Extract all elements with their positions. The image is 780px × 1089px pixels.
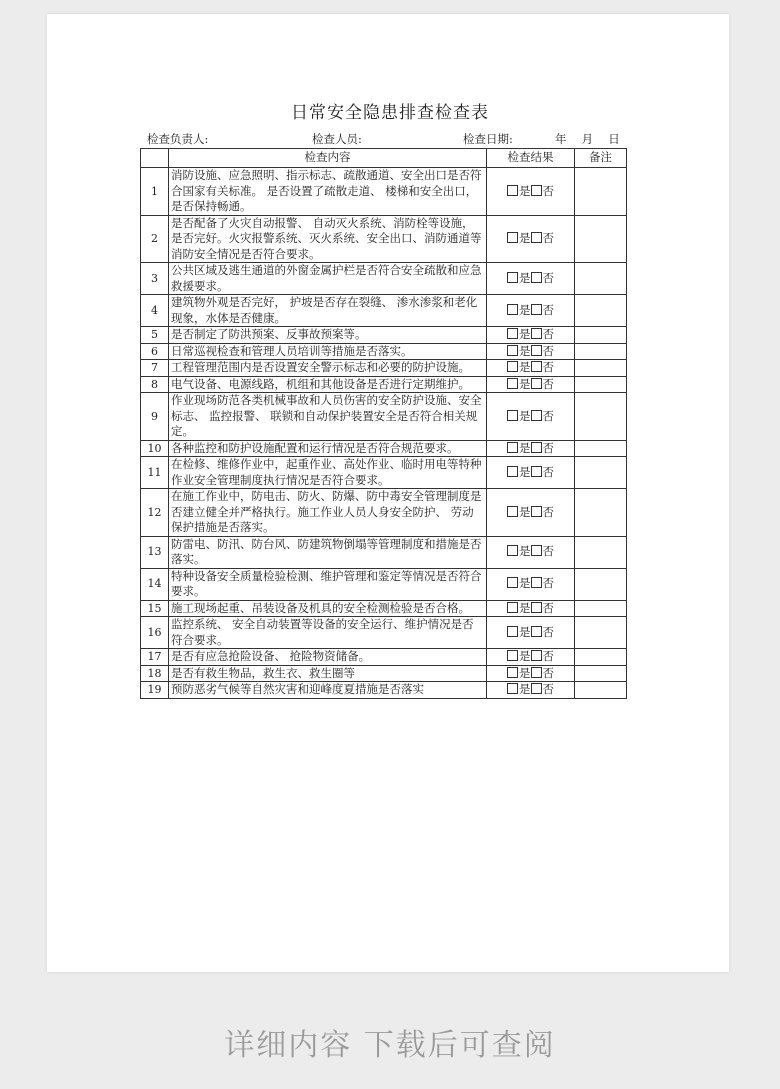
table-row [141, 489, 627, 537]
yes-label: 是 [519, 327, 531, 341]
download-hint: 详细内容 下载后可查阅 [224, 1028, 556, 1063]
yes-checkbox[interactable] [507, 272, 518, 283]
no-label: 否 [542, 343, 554, 358]
no-checkbox[interactable] [531, 683, 542, 694]
row-number: 2 [141, 215, 169, 263]
yes-label: 是 [519, 376, 531, 391]
table-row [141, 600, 627, 617]
row-result [487, 360, 575, 377]
meta-line [147, 131, 627, 147]
page-title: 日常安全隐患排查检查表 [291, 103, 489, 123]
row-number: 3 [141, 263, 169, 295]
no-label: 否 [542, 231, 554, 245]
row-result [487, 682, 575, 699]
row-result [487, 600, 575, 617]
row-content: 是否配备了火灾自动报警、 自动灭火系统、消防栓等设施，是否完好。火灾报警系统、灭火系统、安全出口、消防通道等消防安全情况是否符合要求。 [169, 215, 487, 263]
row-result [487, 168, 575, 216]
table-row [141, 536, 627, 568]
yes-checkbox[interactable] [507, 545, 518, 556]
row-note [575, 343, 627, 360]
no-checkbox[interactable] [531, 272, 542, 283]
no-checkbox[interactable] [531, 232, 542, 243]
no-label: 否 [542, 665, 554, 680]
no-label: 否 [542, 302, 554, 317]
yes-checkbox[interactable] [507, 345, 518, 356]
no-label: 否 [542, 600, 554, 615]
table-row [141, 457, 627, 489]
row-result [487, 263, 575, 295]
row-number: 17 [141, 649, 169, 666]
row-content: 作业现场防范各类机械事故和人员伤害的安全防护设施、安全标志、 监控报警、 联锁和自动保护装置安全是否符合相关规定。 [169, 393, 487, 441]
row-content: 是否有救生物品，救生衣、救生圈等 [169, 665, 487, 682]
no-checkbox[interactable] [531, 667, 542, 678]
yes-checkbox[interactable] [507, 410, 518, 421]
no-checkbox[interactable] [531, 650, 542, 661]
row-result [487, 457, 575, 489]
row-content: 在施工作业中，防电击、防火、防爆、防中毒安全管理制度是否建立健全并严格执行。施工作业人员人身安全防护、 劳动保护措施是否落实。 [169, 489, 487, 537]
row-result [487, 327, 575, 344]
row-number: 1 [141, 168, 169, 216]
row-note [575, 440, 627, 457]
row-result [487, 665, 575, 682]
yes-checkbox[interactable] [507, 667, 518, 678]
row-content: 预防恶劣气候等自然灾害和迎峰度夏措施是否落实 [169, 682, 487, 699]
table-row [141, 665, 627, 682]
row-content: 公共区域及逃生通道的外窗金属护栏是否符合安全疏散和应急救援要求。 [169, 263, 487, 295]
row-result [487, 376, 575, 393]
row-content: 日常巡视检查和管理人员培训等措施是否落实。 [169, 343, 487, 360]
no-checkbox[interactable] [531, 602, 542, 613]
row-content: 是否制定了防洪预案、反事故预案等。 [169, 327, 487, 344]
no-label: 否 [542, 624, 554, 639]
table-row [141, 440, 627, 457]
table-row [141, 168, 627, 216]
no-label: 否 [542, 504, 554, 519]
no-label: 否 [542, 270, 554, 285]
row-note [575, 376, 627, 393]
table-row [141, 376, 627, 393]
row-content: 各种监控和防护设施配置和运行情况是否符合规范要求。 [169, 440, 487, 457]
row-note [575, 600, 627, 617]
no-checkbox[interactable] [531, 345, 542, 356]
table-row [141, 393, 627, 441]
row-note [575, 489, 627, 537]
row-note [575, 168, 627, 216]
row-note [575, 536, 627, 568]
yes-label: 是 [519, 231, 531, 245]
row-number: 18 [141, 665, 169, 682]
yes-label: 是 [519, 183, 531, 198]
row-number: 15 [141, 600, 169, 617]
table-row [141, 649, 627, 666]
row-number: 14 [141, 568, 169, 600]
row-result [487, 617, 575, 649]
row-number: 7 [141, 360, 169, 377]
no-label: 否 [542, 408, 554, 423]
no-checkbox[interactable] [531, 577, 542, 588]
no-label: 否 [542, 576, 554, 591]
no-label: 否 [542, 464, 554, 479]
header-result: 检查结果 [487, 149, 575, 168]
yes-checkbox[interactable] [507, 602, 518, 613]
yes-checkbox[interactable] [507, 304, 518, 315]
row-number: 19 [141, 682, 169, 699]
yes-checkbox[interactable] [507, 361, 518, 372]
header-note: 备注 [575, 149, 627, 168]
yes-label: 是 [519, 665, 531, 680]
yes-checkbox[interactable] [507, 328, 518, 339]
no-label: 否 [542, 649, 554, 663]
table-row [141, 617, 627, 649]
header-number [141, 149, 169, 168]
table-row [141, 682, 627, 699]
row-content: 建筑物外观是否完好， 护坡是否存在裂缝、 渗水渗浆和老化现象，水体是否健康。 [169, 295, 487, 327]
no-checkbox[interactable] [531, 378, 542, 389]
row-number: 6 [141, 343, 169, 360]
row-content: 是否有应急抢险设备、 抢险物资储备。 [169, 649, 487, 666]
yes-checkbox[interactable] [507, 442, 518, 453]
row-number: 8 [141, 376, 169, 393]
inspection-table [140, 148, 627, 699]
table-row [141, 327, 627, 344]
row-number: 9 [141, 393, 169, 441]
yes-label: 是 [519, 504, 531, 519]
row-note [575, 457, 627, 489]
row-note [575, 617, 627, 649]
table-header-row [141, 149, 627, 168]
row-content: 施工现场起重、吊装设备及机具的安全检测检验是否合格。 [169, 600, 487, 617]
no-checkbox[interactable] [531, 506, 542, 517]
row-result [487, 393, 575, 441]
table-row [141, 215, 627, 263]
yes-label: 是 [519, 544, 531, 559]
row-note [575, 568, 627, 600]
yes-label: 是 [519, 600, 531, 615]
no-checkbox[interactable] [531, 466, 542, 477]
yes-label: 是 [519, 649, 531, 663]
yes-checkbox[interactable] [507, 683, 518, 694]
no-label: 否 [542, 376, 554, 391]
row-number: 4 [141, 295, 169, 327]
no-label: 否 [542, 183, 554, 198]
row-note [575, 393, 627, 441]
header-content: 检查内容 [169, 149, 487, 168]
yes-label: 是 [519, 682, 531, 696]
yes-label: 是 [519, 270, 531, 285]
row-result [487, 295, 575, 327]
row-number: 11 [141, 457, 169, 489]
yes-label: 是 [519, 360, 531, 374]
row-note [575, 215, 627, 263]
yes-checkbox[interactable] [507, 378, 518, 389]
row-content: 电气设备、电源线路，机组和其他设备是否进行定期维护。 [169, 376, 487, 393]
yes-checkbox[interactable] [507, 506, 518, 517]
yes-checkbox[interactable] [507, 626, 518, 637]
yes-label: 是 [519, 302, 531, 317]
no-label: 否 [542, 682, 554, 696]
row-result [487, 649, 575, 666]
table-row [141, 568, 627, 600]
yes-checkbox[interactable] [507, 650, 518, 661]
row-note [575, 682, 627, 699]
row-result [487, 489, 575, 537]
no-checkbox[interactable] [531, 442, 542, 453]
row-note [575, 327, 627, 344]
no-checkbox[interactable] [531, 410, 542, 421]
no-label: 否 [542, 440, 554, 455]
yes-label: 是 [519, 576, 531, 591]
row-result [487, 536, 575, 568]
row-note [575, 665, 627, 682]
row-note [575, 360, 627, 377]
row-note [575, 263, 627, 295]
row-number: 10 [141, 440, 169, 457]
no-label: 否 [542, 327, 554, 341]
yes-checkbox[interactable] [507, 185, 518, 196]
row-content: 在检修、维修作业中，起重作业、高处作业、临时用电等特种作业安全管理制度执行情况是否符合要求。 [169, 457, 487, 489]
table-row [141, 263, 627, 295]
no-checkbox[interactable] [531, 328, 542, 339]
yes-checkbox[interactable] [507, 577, 518, 588]
yes-label: 是 [519, 440, 531, 455]
table-row [141, 360, 627, 377]
no-checkbox[interactable] [531, 545, 542, 556]
yes-label: 是 [519, 408, 531, 423]
date-label: 检查日期: [463, 132, 513, 146]
date-units: 年 月 日 [555, 132, 620, 146]
table-row [141, 343, 627, 360]
yes-checkbox[interactable] [507, 466, 518, 477]
no-checkbox[interactable] [531, 304, 542, 315]
row-result [487, 343, 575, 360]
row-number: 12 [141, 489, 169, 537]
no-checkbox[interactable] [531, 361, 542, 372]
row-result [487, 215, 575, 263]
row-number: 5 [141, 327, 169, 344]
row-note [575, 295, 627, 327]
row-number: 13 [141, 536, 169, 568]
yes-label: 是 [519, 464, 531, 479]
table-row [141, 295, 627, 327]
no-checkbox[interactable] [531, 626, 542, 637]
yes-label: 是 [519, 624, 531, 639]
row-content: 防雷电、防汛、防台风、防建筑物倒塌等管理制度和措施是否落实。 [169, 536, 487, 568]
row-result [487, 568, 575, 600]
row-content: 特种设备安全质量检验检测、维护管理和鉴定等情况是否符合要求。 [169, 568, 487, 600]
inspector-lead-label: 检查负责人: [147, 132, 209, 146]
inspectors-label: 检查人员: [312, 132, 362, 146]
yes-checkbox[interactable] [507, 232, 518, 243]
row-content: 监控系统、 安全自动装置等设备的安全运行、维护情况是否符合要求。 [169, 617, 487, 649]
no-label: 否 [542, 544, 554, 559]
yes-label: 是 [519, 343, 531, 358]
no-label: 否 [542, 360, 554, 374]
row-content: 工程管理范围内是否设置安全警示标志和必要的防护设施。 [169, 360, 487, 377]
row-number: 16 [141, 617, 169, 649]
row-result [487, 440, 575, 457]
no-checkbox[interactable] [531, 185, 542, 196]
row-content: 消防设施、应急照明、指示标志、疏散通道、安全出口是否符合国家有关标准。 是否设置了疏散走道、 楼梯和安全出口，是否保持畅通。 [169, 168, 487, 216]
row-note [575, 649, 627, 666]
